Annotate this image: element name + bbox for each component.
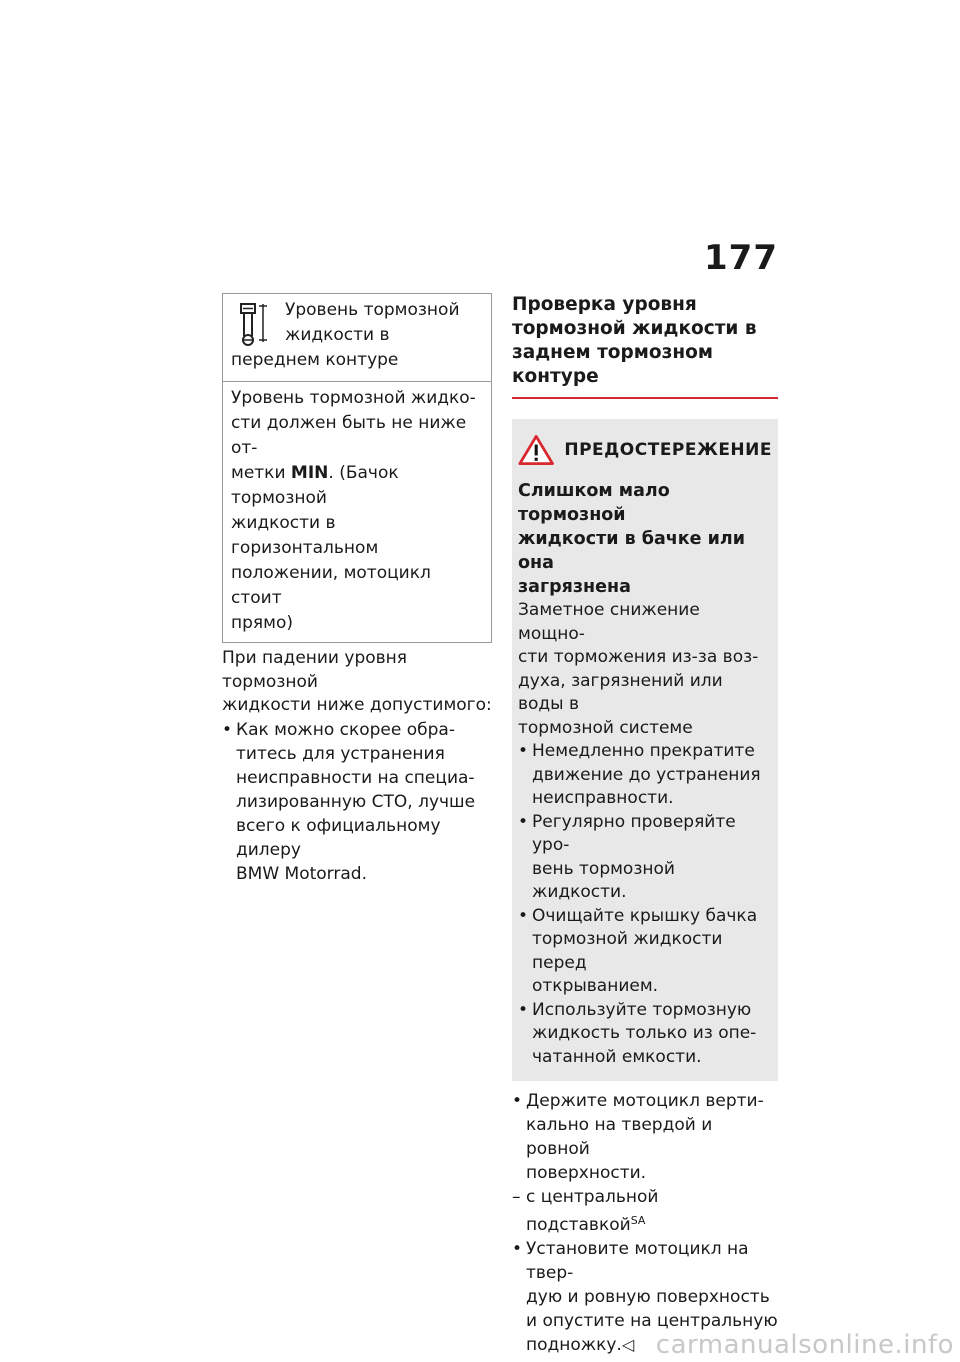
warning-bullet-line: жидкость только из опе- xyxy=(532,1023,757,1043)
warning-bullet-line: • Немедленно прекратите xyxy=(532,741,755,761)
info-box xyxy=(222,293,492,643)
page-number: 177 xyxy=(704,238,778,278)
brake-fluid-level-icon xyxy=(231,298,275,348)
step-bullet xyxy=(512,1089,778,1185)
info-line xyxy=(231,461,483,511)
procedure-steps xyxy=(512,1089,778,1357)
warning-bullet xyxy=(518,740,772,811)
warning-text-line: сти торможения из-за воз- xyxy=(518,647,759,667)
step-line: поверхности. xyxy=(526,1163,647,1183)
warning-subtitle-line: Слишком мало тормозной xyxy=(518,481,670,525)
step-line: дую и ровную поверхность xyxy=(526,1287,770,1307)
condition-dash xyxy=(512,1185,778,1237)
intro-paragraph xyxy=(222,647,492,718)
bullet-line: всего к официальному дилеру xyxy=(236,815,441,860)
watermark: carmanualsonline.info xyxy=(655,1330,954,1360)
section-title-line: тормозной жидкости в xyxy=(512,318,757,339)
bullet-line: • Как можно скорее обра- xyxy=(236,719,455,740)
warning-subtitle xyxy=(518,479,772,599)
warning-bullet-line: • Очищайте крышку бачка xyxy=(532,905,758,926)
warning-text-line: Заметное снижение мощно- xyxy=(518,600,700,644)
section-title-line: Проверка уровня xyxy=(512,294,697,315)
warning-bullet-line: • Используйте тормозную xyxy=(532,999,752,1020)
section-title xyxy=(512,293,778,399)
warning-text xyxy=(518,599,772,740)
step-line: и опустите на центральную xyxy=(526,1311,778,1331)
warning-title: ПРЕДОСТЕРЕЖЕНИЕ xyxy=(564,440,772,460)
info-line: Уровень тормозной жидко- xyxy=(231,388,476,408)
min-mark-label: MIN xyxy=(290,463,329,483)
intro-line: жидкости ниже допустимого: xyxy=(222,695,492,715)
bullet-line: неисправности на специа- xyxy=(236,767,475,788)
warning-header xyxy=(518,433,772,467)
info-line: положении, мотоцикл стоит xyxy=(231,563,431,608)
bullet-line: лизированную СТО, лучше xyxy=(236,791,476,812)
section-title-line: заднем тормозном контуре xyxy=(512,342,713,387)
special-accessory-mark: SA xyxy=(630,1214,646,1227)
warning-text-line: духа, загрязнений или воды в xyxy=(518,670,723,714)
warning-bullet xyxy=(518,905,772,999)
info-line: сти должен быть не ниже от- xyxy=(231,413,467,458)
step-line: кально на твердой и ровной xyxy=(526,1115,713,1159)
warning-box xyxy=(512,419,778,1081)
warning-bullet-line: неисправности. xyxy=(532,788,674,808)
info-min-suffix: . (Бачок тормозной xyxy=(231,463,399,508)
info-line: жидкости в горизонтальном xyxy=(231,513,379,558)
step-line: • Установите мотоцикл на твер- xyxy=(526,1239,749,1283)
info-min-prefix: метки xyxy=(231,463,286,483)
step-line: • Держите мотоцикл верти- xyxy=(526,1091,764,1111)
info-body xyxy=(223,382,491,642)
warning-bullet-line: вень тормозной жидкости. xyxy=(532,858,675,902)
warning-bullet xyxy=(518,811,772,905)
warning-bullet-line: чатанной емкости. xyxy=(532,1046,702,1067)
warning-bullet-line: открыванием. xyxy=(532,976,659,996)
bullet-line: титесь для устранения xyxy=(236,743,445,764)
warning-subtitle-line: жидкости в бачке или она xyxy=(518,529,745,573)
warning-bullet-line: тормозной жидкости перед xyxy=(532,929,723,973)
warning-subtitle-line: загрязнена xyxy=(518,577,631,597)
bullet-item xyxy=(222,718,492,886)
condition-text: с центральной подставкой xyxy=(526,1187,659,1235)
bullet-line: BMW Motorrad. xyxy=(236,863,367,884)
right-column xyxy=(512,293,778,1357)
info-heading xyxy=(223,294,491,382)
step-last-text: подножку. xyxy=(526,1335,622,1355)
left-column xyxy=(222,293,492,886)
warning-bullet-line: • Регулярно проверяйте уро- xyxy=(532,811,736,855)
intro-line: При падении уровня тормозной xyxy=(222,648,407,692)
warning-bullet-line: движение до устранения xyxy=(532,764,761,785)
info-heading-text: Уровень тормозной жидкости в переднем контуре xyxy=(231,300,460,370)
end-of-section-icon: ◁ xyxy=(621,1335,635,1354)
warning-bullet xyxy=(518,999,772,1070)
warning-text-line: тормозной системе xyxy=(518,717,693,738)
warning-triangle-icon xyxy=(518,433,554,467)
info-line: прямо) xyxy=(231,613,293,633)
